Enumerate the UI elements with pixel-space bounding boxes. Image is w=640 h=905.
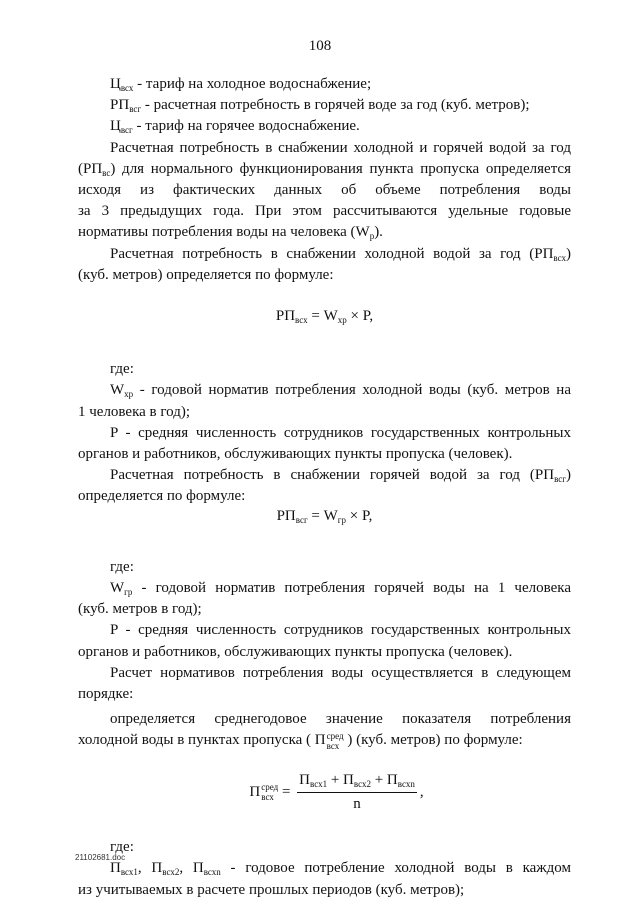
where-label: где: bbox=[110, 361, 134, 378]
paragraph-line: холодной воды в пунктах пропуска ( Псред всх ) (куб. метров) по формуле: bbox=[78, 731, 523, 752]
fraction-numerator: $П_{всх1} + П_{всх2} + П_{всхn}$ bbox=[297, 770, 417, 793]
document-body bbox=[78, 74, 571, 901]
paragraph-line: из учитываемых в расчете прошлых периодов (куб. метров); bbox=[78, 881, 465, 898]
formula-fraction bbox=[297, 770, 417, 815]
definition-line: $Ц_{всх}$ - тариф на холодное водоснабжение; bbox=[110, 76, 372, 93]
paragraph-line: $П_{всх1}$, $П_{всх2}$, $П_{всхn}$ - годовое потребление холодной воды в каждом bbox=[110, 860, 571, 878]
paragraph-line: определяется среднегодовое значение показателя потребления bbox=[110, 711, 571, 728]
paragraph-line: порядке: bbox=[78, 686, 134, 703]
paragraph-line: за 3 предыдущих года. При этом рассчитываются удельные годовые bbox=[78, 203, 571, 220]
paragraph-line: (куб. метров) определяется по формуле: bbox=[78, 266, 334, 283]
paragraph-line: нормативы потребления воды на человека $(W_р)$. bbox=[78, 224, 383, 242]
paragraph-line: P - средняя численность сотрудников государственных контрольных bbox=[110, 424, 571, 441]
paragraph-line: органов и работников, обслуживающих пункты пропуска (человек). bbox=[78, 446, 513, 463]
where-label: где: bbox=[110, 558, 134, 575]
formula-cold-water: $РП_{всх} = W_{хр} \times P$, bbox=[275, 308, 374, 326]
paragraph-line: Расчетная потребность в снабжении холодной водой за год $(РП_{всх})$ bbox=[110, 245, 571, 263]
paragraph-line: Расчет нормативов потребления воды осуществляется в следующем bbox=[110, 664, 571, 681]
paragraph-line: Расчетная потребность в снабжении горячей водой за год $(РП_{всг})$ bbox=[110, 467, 571, 485]
paragraph-line: P - средняя численность сотрудников государственных контрольных bbox=[110, 622, 571, 639]
paragraph-line: $(РП_{вс})$ для нормального функционирования пункта пропуска определяется bbox=[78, 160, 571, 178]
footer-filename: 21102681.doc bbox=[75, 853, 126, 862]
paragraph-line: исходя из фактических данных об объеме потребления воды bbox=[78, 182, 571, 199]
definition-line: $РП_{всг}$ - расчетная потребность в горячей воде за год (куб. метров); bbox=[110, 97, 530, 115]
paragraph-line: Расчетная потребность в снабжении холодной и горячей водой за год bbox=[110, 139, 571, 156]
paragraph-line: $W_{хр}$ - годовой норматив потребления холодной воды (куб. метров на bbox=[110, 382, 571, 400]
formula-average: Псред всх = $\frac{П_{всх1} + П_{всх2} + П_{всхn}}{n}$ , bbox=[78, 770, 571, 815]
where-label: где: bbox=[110, 839, 134, 856]
paragraph-line: определяется по формуле: bbox=[78, 488, 246, 505]
page-number: 108 bbox=[308, 38, 332, 54]
fraction-denominator: n bbox=[353, 795, 361, 812]
paragraph-line: 1 человека в год); bbox=[78, 403, 191, 420]
definition-line: $Ц_{всг}$ - тариф на горячее водоснабжение. bbox=[110, 118, 360, 136]
paragraph-line: органов и работников, обслуживающих пункты пропуска (человек). bbox=[78, 643, 513, 660]
formula-hot-water: $РП_{всг} = W_{гр} \times P$, bbox=[276, 507, 373, 525]
paragraph-line: (куб. метров в год); bbox=[78, 601, 202, 618]
paragraph-line: $W_{гр}$ - годовой норматив потребления горячей воды на 1 человека bbox=[110, 580, 571, 598]
